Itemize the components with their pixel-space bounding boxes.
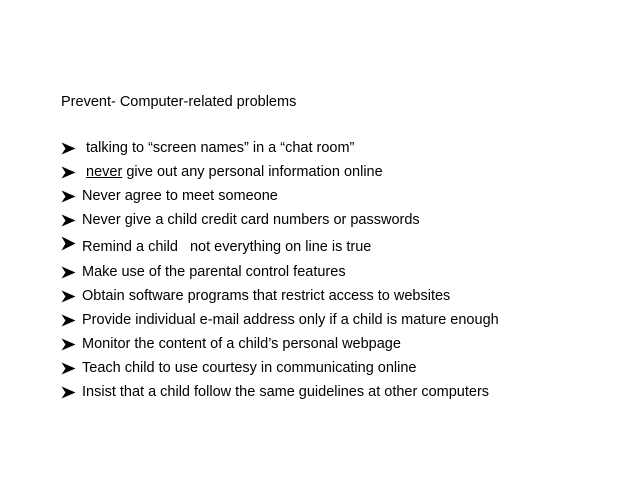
- arrow-bullet-icon: [61, 266, 76, 279]
- list-item-text: Insist that a child follow the same guidelines at other computers: [82, 384, 490, 400]
- arrow-bullet-icon: [61, 290, 76, 303]
- list-item-text: Monitor the content of a child’s personal webpage: [82, 336, 401, 352]
- arrow-bullet-icon: [61, 236, 76, 251]
- arrow-bullet-icon: [61, 166, 76, 179]
- list-item-text: Provide individual e-mail address only if a child is mature enough: [82, 312, 499, 328]
- list-item-text: [82, 163, 383, 181]
- arrow-bullet-icon: [61, 338, 76, 351]
- underlined-word: never: [86, 164, 123, 180]
- list-item-text: Never give a child credit card numbers or passwords: [82, 212, 420, 228]
- list-item-text: Make use of the parental control features: [82, 264, 346, 280]
- arrow-bullet-icon: [61, 190, 76, 203]
- list-item-text: Never agree to meet someone: [82, 188, 278, 204]
- arrow-bullet-icon: [61, 314, 76, 327]
- list-item-text: talking to “screen names” in a “chat room”: [82, 140, 355, 156]
- arrow-bullet-icon: [61, 362, 76, 375]
- list-item-text: Teach child to use courtesy in communicating online: [82, 360, 417, 376]
- arrow-bullet-icon: [61, 142, 76, 155]
- list-item-rest: give out any personal information online: [122, 164, 383, 180]
- list-item-text: Remind a child not everything on line is true: [82, 239, 372, 255]
- arrow-bullet-icon: [61, 214, 76, 227]
- arrow-bullet-icon: [61, 386, 76, 399]
- list-item-text: Obtain software programs that restrict access to websites: [82, 288, 451, 304]
- slide-title: Prevent- Computer-related problems: [61, 94, 297, 110]
